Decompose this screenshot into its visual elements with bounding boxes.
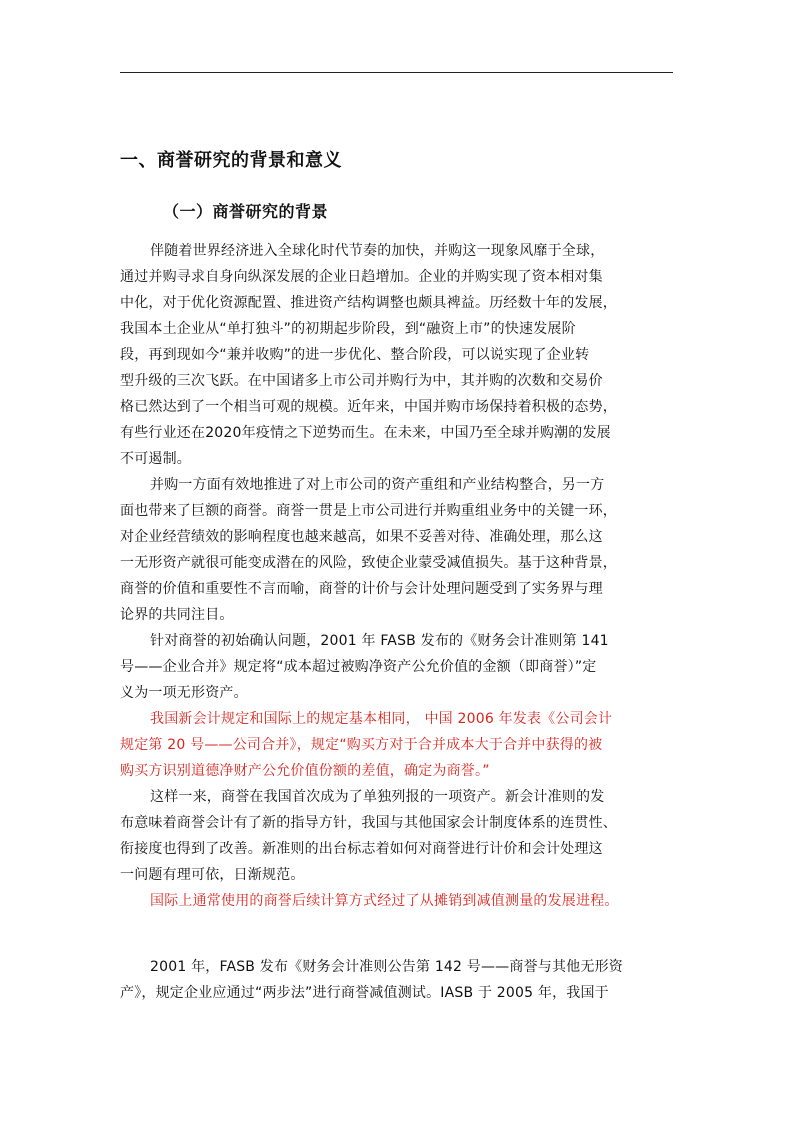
text-line: 这样一来，商誉在我国首次成为了单独列报的一项资产。新会计准则的发 [150, 789, 605, 805]
paragraph-gap [120, 914, 680, 954]
text-line: 对企业经营绩效的影响程度也越来越高，如果不妥善对待、准确处理，那么这 [120, 529, 603, 545]
header-rule [120, 72, 673, 73]
text-line: 商誉的价值和重要性不言而喻，商誉的计价与会计处理问题受到了实务界与理 [120, 581, 603, 597]
text-line: 号——企业合并》规定将“成本超过被购净资产公允价值的金额（即商誉）”定 [120, 659, 597, 675]
paragraph-7 [120, 954, 680, 1006]
text-line: 国际上通常使用的商誉后续计算方式经过了从摊销到减值测量的发展进程。 [150, 893, 619, 909]
text-line: 并购一方面有效地推进了对上市公司的资产重组和产业结构整合，另一方 [150, 477, 605, 493]
text-line: 有些行业还在2020年疫情之下逆势而生。在未来，中国乃至全球并购潮的发展 [120, 425, 611, 441]
text-line: 2001 年，FASB 发布《财务会计准则公告第 142 号——商誉与其他无形资 [150, 959, 623, 975]
text-line: 布意味着商誉会计有了新的指导方针，我国与其他国家会计制度体系的连贯性、 [120, 815, 617, 831]
section-heading: 一、商誉研究的背景和意义 [120, 150, 342, 171]
text-line: 购买方识别道德净财产公允价值份额的差值，确定为商誉。” [120, 763, 490, 779]
text-line: 产》，规定企业应通过“两步法”进行商誉减值测试。IASB 于 2005 年，我国于 [120, 985, 609, 1001]
text-line: 一无形资产就很可能变成潜在的风险，致使企业蒙受减值损失。基于这种背景， [120, 555, 617, 571]
paragraph-5 [120, 784, 680, 888]
text-line: 针对商誉的初始确认问题，2001 年 FASB 发布的《财务会计准则第 141 [150, 633, 609, 649]
subsection-heading: （一）商誉研究的背景 [163, 202, 329, 221]
text-line: 型升级的三次飞跃。在中国诸多上市公司并购行为中，其并购的次数和交易价 [120, 373, 603, 389]
text-line: 衔接度也得到了改善。新准则的出台标志着如何对商誉进行计价和会计处理这 [120, 841, 603, 857]
body-text [120, 238, 680, 1006]
text-line: 规定第 20 号——公司合并》，规定“购买方对于合并成本大于合并中获得的被 [120, 737, 603, 753]
text-line: 伴随着世界经济进入全球化时代节奏的加快，并购这一现象风靡于全球， [150, 243, 605, 259]
text-line: 面也带来了巨额的商誉。商誉一贯是上市公司进行并购重组业务中的关键一环， [120, 503, 617, 519]
text-line: 段，再到现如今“兼并收购”的进一步优化、整合阶段，可以说实现了企业转 [120, 347, 590, 363]
text-line: 不可遏制。 [120, 451, 191, 467]
paragraph-3 [120, 628, 680, 706]
text-line: 一问题有理可依，日渐规范。 [120, 867, 305, 883]
paragraph-4-highlighted [120, 706, 680, 784]
paragraph-1 [120, 238, 680, 472]
text-line: 我国本土企业从“单打独斗”的初期起步阶段，到“融资上市”的快速发展阶 [120, 321, 576, 337]
text-line: 通过并购寻求自身向纵深发展的企业日趋增加。企业的并购实现了资本相对集 [120, 269, 603, 285]
paragraph-2 [120, 472, 680, 628]
text-line: 义为一项无形资产。 [120, 685, 248, 701]
text-line: 我国新会计规定和国际上的规定基本相同， 中国 2006 年发表《公司会计 [150, 711, 613, 727]
paragraph-6-highlighted [120, 888, 680, 914]
text-line: 论界的共同注目。 [120, 607, 234, 623]
text-line: 格已然达到了一个相当可观的规模。近年来，中国并购市场保持着积极的态势， [120, 399, 617, 415]
text-line: 中化，对于优化资源配置、推进资产结构调整也颇具裨益。历经数十年的发展， [120, 295, 617, 311]
